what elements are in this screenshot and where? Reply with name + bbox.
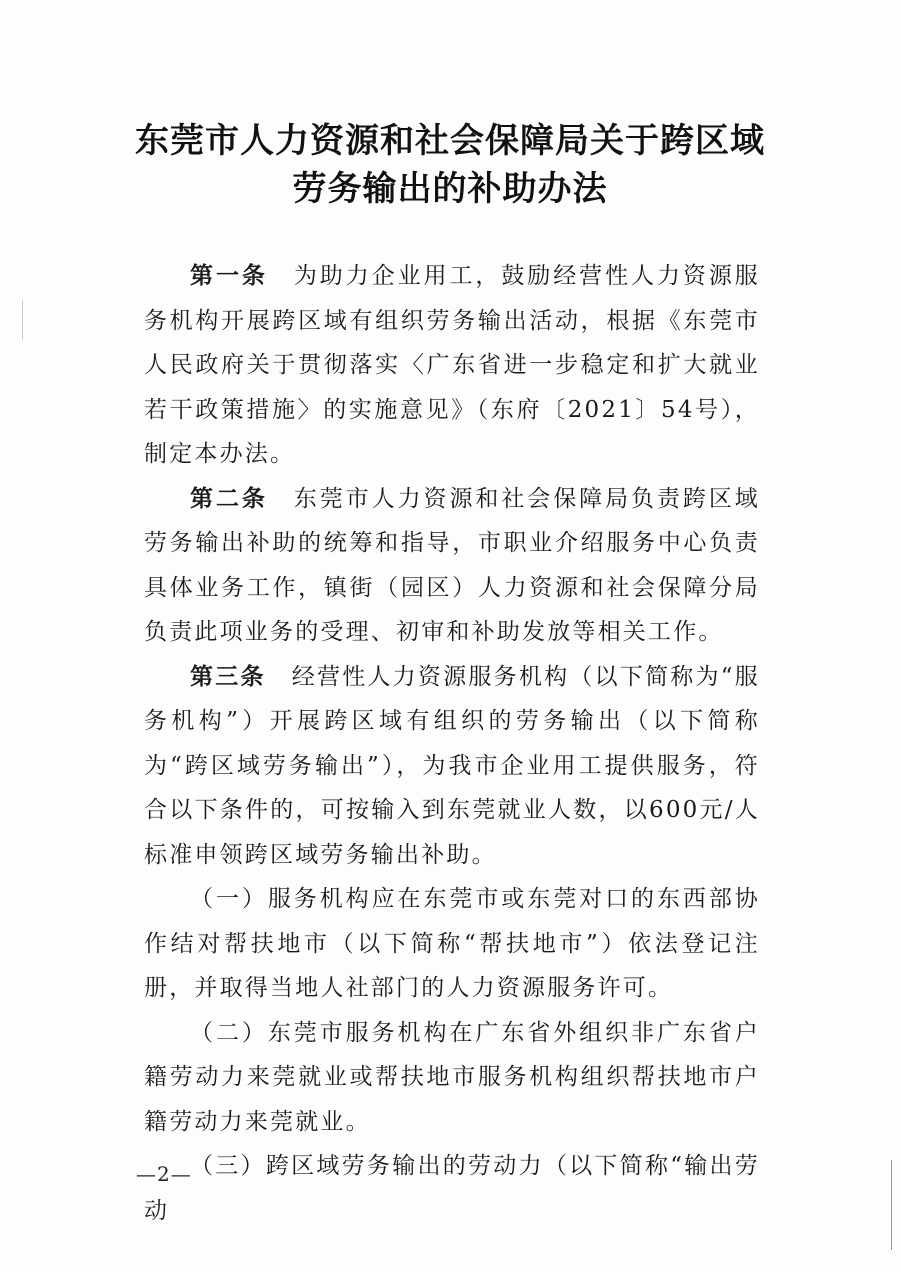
article-1-label: 第一条 xyxy=(190,263,268,289)
article-2-paragraph xyxy=(144,477,760,655)
clause-2-paragraph xyxy=(144,1011,760,1145)
article-3-text: 经营性人力资源服务机构（以下简称为“服务机构”）开展跨区域有组织的劳务输出（以下简称为“跨区域劳务输出”），为我市企业用工提供服务，符合以下条件的，可按输入到东莞就业人数，以600元/人标准申领跨区域劳务输出补助。 xyxy=(144,663,760,868)
clause-2-text: （二）东莞市服务机构在广东省外组织非广东省户籍劳动力来莞就业或帮扶地市服务机构组织帮扶地市户籍劳动力来莞就业。 xyxy=(144,1019,760,1135)
scan-edge-mark xyxy=(22,300,23,340)
article-2-label: 第二条 xyxy=(190,485,268,512)
document-title-line-2: 劳务输出的补助办法 xyxy=(292,169,608,209)
article-3-paragraph xyxy=(144,655,760,878)
article-1-text: 为助力企业用工，鼓励经营性人力资源服务机构开展跨区域有组织劳务输出活动，根据《东莞市人民政府关于贯彻落实〈广东省进一步稳定和扩大就业若干政策措施〉的实施意见》（东府〔2021〕54号），制定本办法。 xyxy=(144,263,760,467)
scan-edge-mark xyxy=(891,1160,892,1250)
article-1-paragraph xyxy=(144,254,760,477)
document-title-line-1: 东莞市人力资源和社会保障局关于跨区域 xyxy=(135,121,765,161)
clause-1-paragraph xyxy=(144,877,760,1011)
page-number: —2— xyxy=(136,1162,192,1186)
article-3-label: 第三条 xyxy=(190,663,266,690)
clause-3-paragraph xyxy=(144,1144,760,1233)
clause-1-text: （一）服务机构应在东莞市或东莞对口的东西部协作结对帮扶地市（以下简称“帮扶地市”）依法登记注册，并取得当地人社部门的人力资源服务许可。 xyxy=(144,886,760,1001)
article-2-text: 东莞市人力资源和社会保障局负责跨区域劳务输出补助的统筹和指导，市职业介绍服务中心负责具体业务工作，镇街（园区）人力资源和社会保障分局负责此项业务的受理、初审和补助发放等相关工作。 xyxy=(144,485,760,645)
clause-3-text: （三）跨区域劳务输出的劳动力（以下简称“输出劳动 xyxy=(144,1153,760,1224)
document-body xyxy=(144,254,760,1233)
